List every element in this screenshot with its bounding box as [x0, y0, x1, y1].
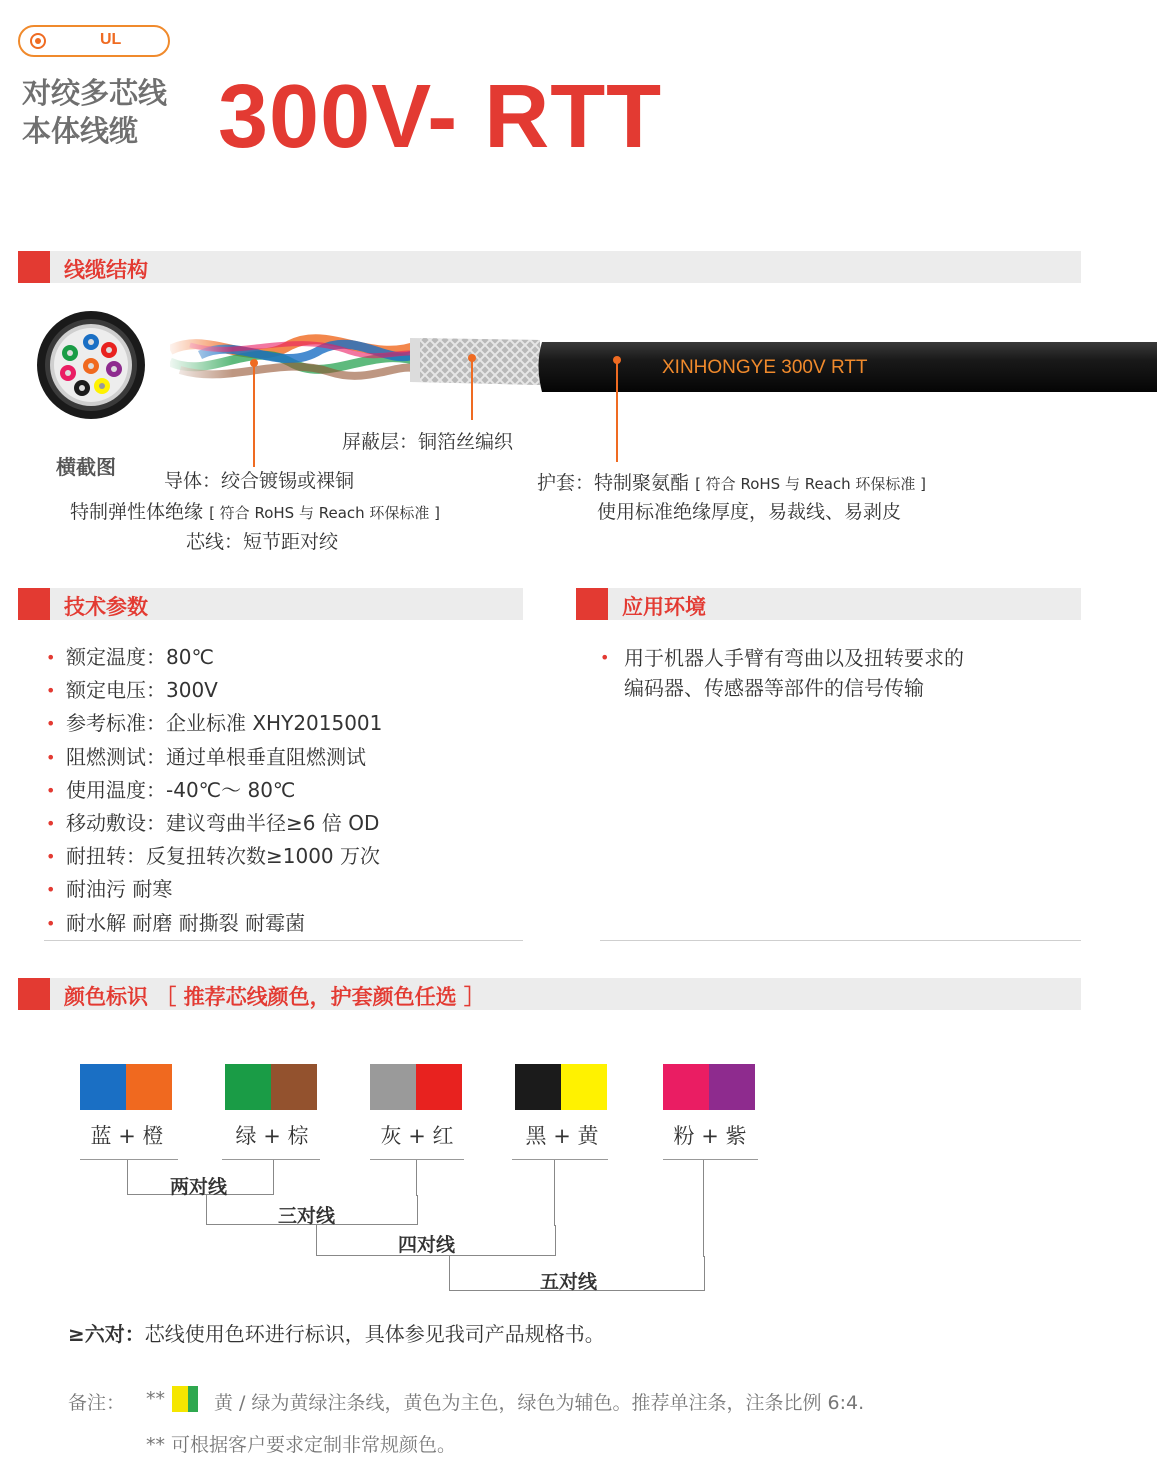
leader-dot-conductor	[250, 359, 258, 367]
cable-print-text: XINHONGYE 300V RTT	[662, 357, 868, 378]
six-pair-text: 芯线使用色环进行标识，具体参见我司产品规格书。	[144, 1322, 605, 1346]
leader-dot-shield	[468, 354, 476, 362]
cross-section-caption: 横截图	[56, 455, 116, 479]
pair-label-green-brown: 绿 + 棕	[235, 1124, 309, 1148]
swatch-brown	[271, 1064, 317, 1110]
pair-label-black-yellow: 黑 + 黄	[525, 1124, 599, 1148]
section-header-application	[576, 588, 1081, 620]
section-marker-icon	[18, 588, 50, 620]
pair-label-gray-red: 灰 + 红	[380, 1124, 454, 1148]
list-item: • 耐水解 耐磨 耐撕裂 耐霉菌	[44, 907, 382, 940]
group-label-five-pair: 五对线	[540, 1271, 598, 1293]
swatch-blue	[80, 1064, 126, 1110]
section-marker-icon	[18, 251, 50, 283]
annotation-shield: 屏蔽层：铜箔丝编织	[342, 431, 514, 453]
list-item: • 移动敷设：建议弯曲半径≥6 倍 OD	[44, 807, 382, 840]
cross-section-image	[36, 310, 146, 420]
bracket-connector	[703, 1160, 705, 1257]
list-item: • 参考标准：企业标准 XHY2015001	[44, 707, 382, 740]
subtitle-line-2: 本体线缆	[22, 114, 139, 148]
remark-line-1: 黄 / 绿为黄绿注条线，黄色为主色，绿色为辅色。推荐单注条，注条比例 6:4.	[214, 1392, 865, 1414]
section-header-params	[18, 588, 523, 620]
list-item: • 额定温度：80℃	[44, 641, 382, 674]
list-item: • 耐扭转：反复扭转次数≥1000 万次	[44, 840, 382, 873]
jacket-text: 护套：特制聚氨酯	[537, 472, 690, 494]
swatch-gray	[370, 1064, 416, 1110]
params-list	[44, 641, 382, 940]
radio-dot-icon	[30, 33, 46, 49]
annotation-jacket-desc: 使用标准绝缘厚度，易裁线、易剥皮	[597, 501, 902, 523]
cable-photo	[170, 300, 1157, 420]
leader-line-conductor	[253, 363, 255, 467]
swatch-purple	[709, 1064, 755, 1110]
swatch-orange	[126, 1064, 172, 1110]
divider	[600, 940, 1081, 941]
page-title: 300V- RTT	[218, 67, 663, 167]
pair-label-pink-purple: 粉 + 紫	[673, 1124, 747, 1148]
group-label-four-pair: 四对线	[398, 1234, 456, 1256]
remark-line-2: ** 可根据客户要求定制非常规颜色。	[146, 1434, 457, 1456]
ul-badge	[18, 25, 170, 57]
pair-label-blue-orange: 蓝 + 橙	[90, 1124, 164, 1148]
section-marker-icon	[576, 588, 608, 620]
subtitle-line-1: 对绞多芯线	[22, 76, 168, 110]
remark-label: 备注：	[68, 1392, 126, 1414]
list-item: • 额定电压：300V	[44, 674, 382, 707]
stripe-green	[188, 1386, 198, 1412]
list-item: • 阻燃测试：通过单根垂直阻燃测试	[44, 741, 382, 774]
group-label-three-pair: 三对线	[278, 1205, 336, 1227]
section-title-colors: 颜色标识 ［ 推荐芯线颜色，护套颜色任选 ］	[64, 985, 485, 1009]
application-line-1: 用于机器人手臂有弯曲以及扭转要求的	[624, 646, 964, 670]
swatch-red	[416, 1064, 462, 1110]
annotation-jacket	[537, 468, 926, 495]
bracket-connector	[416, 1160, 418, 1196]
six-pair-prefix: ≥六对：	[68, 1322, 145, 1346]
six-pair-note	[68, 1318, 605, 1347]
yellow-green-stripe-icon	[172, 1386, 198, 1412]
application-line-2: 编码器、传感器等部件的信号传输	[624, 676, 924, 700]
remark-star: **	[146, 1388, 165, 1410]
leader-dot-jacket	[613, 356, 621, 364]
section-header-structure	[18, 251, 1081, 283]
list-item: • 使用温度：-40℃～ 80℃	[44, 774, 382, 807]
swatch-green	[225, 1064, 271, 1110]
bracket-connector	[554, 1160, 556, 1226]
ul-badge-label: UL	[100, 31, 122, 48]
swatch-black	[515, 1064, 561, 1110]
insulation-note: [ 符合 RoHS 与 Reach 环保标准 ]	[209, 504, 441, 522]
bullet-icon: •	[600, 648, 610, 667]
leader-line-jacket	[616, 360, 618, 462]
section-title-structure: 线缆结构	[64, 258, 148, 282]
swatch-yellow	[561, 1064, 607, 1110]
insulation-text: 特制弹性体绝缘	[70, 501, 204, 523]
section-title-application: 应用环境	[622, 595, 706, 619]
divider	[44, 940, 523, 941]
annotation-conductor: 导体：绞合镀锡或裸铜	[164, 470, 355, 492]
section-header-colors	[18, 978, 1081, 1010]
list-item: • 耐油污 耐寒	[44, 873, 382, 906]
swatch-pink	[663, 1064, 709, 1110]
leader-line-shield	[471, 358, 473, 420]
application-text	[600, 643, 964, 703]
stripe-yellow	[172, 1386, 188, 1412]
jacket-note: [ 符合 RoHS 与 Reach 环保标准 ]	[695, 475, 927, 493]
group-label-two-pair: 两对线	[170, 1176, 228, 1198]
section-marker-icon	[18, 978, 50, 1010]
annotation-insulation	[70, 497, 440, 524]
section-title-params: 技术参数	[64, 595, 148, 619]
product-subtitle	[22, 74, 167, 150]
annotation-core: 芯线：短节距对绞	[186, 531, 339, 553]
pair-underline	[663, 1159, 758, 1160]
pair-underline	[512, 1159, 608, 1160]
